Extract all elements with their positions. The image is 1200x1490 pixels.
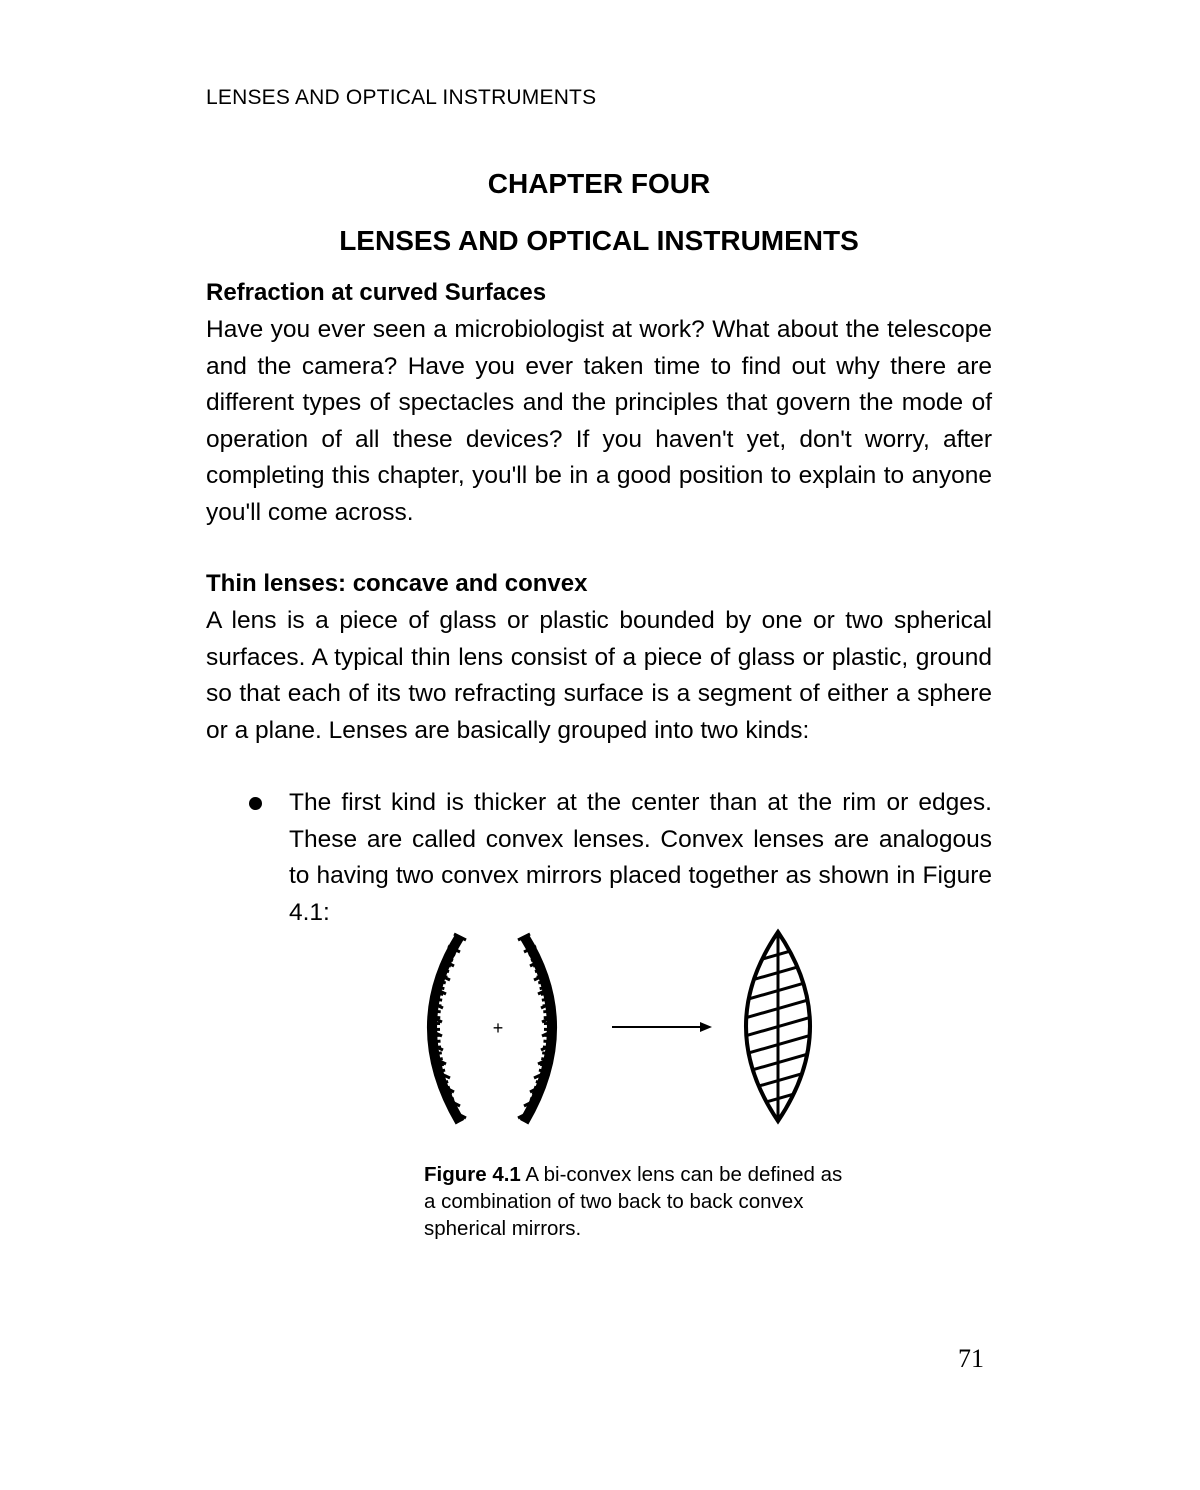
left-mirror-icon (429, 934, 466, 1122)
bullet-item-convex: The first kind is thicker at the center than at the rim or edges. These are called convex lenses. Convex lenses are analogous to having two convex mirrors placed together as shown in Figure 4.1: (289, 789, 992, 926)
right-mirror-icon (518, 934, 555, 1122)
bullet-icon (249, 797, 262, 810)
biconvex-lens-icon (710, 926, 830, 1131)
figure-caption (424, 1161, 844, 1242)
figure-4-1 (410, 926, 830, 1136)
paragraph-lens-definition: A lens is a piece of glass or plastic bounded by one or two spherical surfaces. A typical thin lens consist of a piece of glass or plastic, ground so that each of its two refracting surface is a segment of either a sphere or a plane. Lenses are basically grouped into two kinds: (206, 607, 992, 744)
chapter-number: CHAPTER FOUR (487, 168, 711, 199)
running-header: LENSES AND OPTICAL INSTRUMENTS (206, 86, 597, 109)
lens-diagram (410, 926, 830, 1131)
paragraph-intro: Have you ever seen a microbiologist at work? What about the telescope and the camera? Have you ever taken time to find out why there are different types of spectacles and the principles that govern the mode of operation of all these devices? If you haven't yet, don't worry, after completing this chapter, you'll be in a good position to explain to anyone you'll come across. (206, 316, 992, 526)
plus-sign: + (492, 1018, 504, 1038)
caption-label: Figure 4.1 (424, 1163, 521, 1186)
page-number: 71 (958, 1344, 984, 1373)
chapter-title: LENSES AND OPTICAL INSTRUMENTS (339, 225, 859, 256)
section-heading-thin-lenses: Thin lenses: concave and convex (206, 570, 588, 597)
section-heading-refraction: Refraction at curved Surfaces (206, 279, 547, 306)
arrow-right-icon (612, 1022, 712, 1032)
caption-text: A bi-convex lens can be defined as a combination of two back to back convex spherical mirrors. (424, 1163, 843, 1240)
